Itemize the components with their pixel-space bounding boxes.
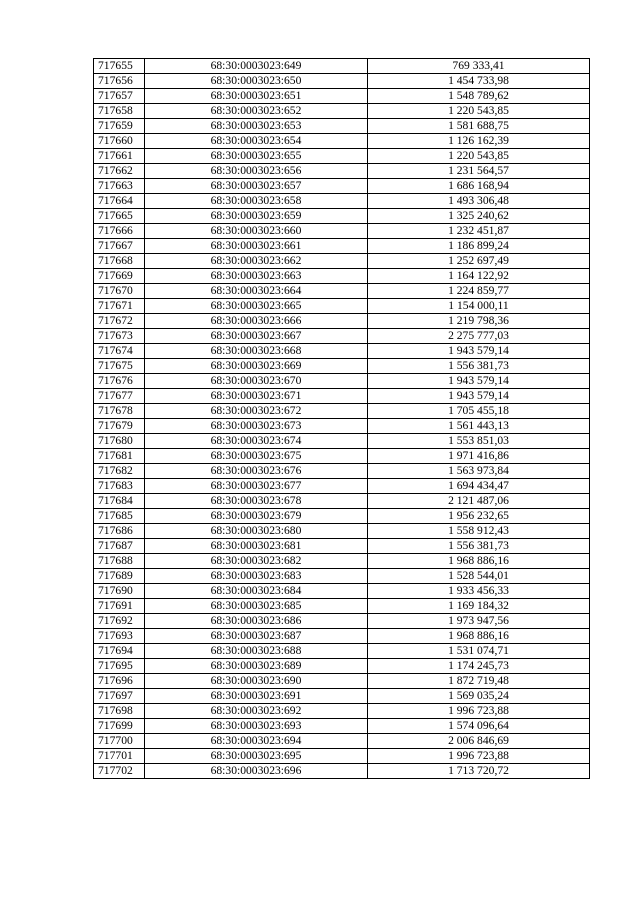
value-cell: 1 943 579,14 bbox=[368, 374, 590, 389]
row-id-cell: 717686 bbox=[94, 524, 145, 539]
cadastral-number-cell: 68:30:0003023:677 bbox=[145, 479, 368, 494]
table-row bbox=[94, 269, 590, 284]
value-cell: 1 219 798,36 bbox=[368, 314, 590, 329]
cadastral-number-cell: 68:30:0003023:668 bbox=[145, 344, 368, 359]
row-id-cell: 717679 bbox=[94, 419, 145, 434]
table-row bbox=[94, 719, 590, 734]
value-cell: 1 569 035,24 bbox=[368, 689, 590, 704]
cadastral-number-cell: 68:30:0003023:659 bbox=[145, 209, 368, 224]
cadastral-number-cell: 68:30:0003023:675 bbox=[145, 449, 368, 464]
table-row bbox=[94, 284, 590, 299]
row-id-cell: 717669 bbox=[94, 269, 145, 284]
value-cell: 1 558 912,43 bbox=[368, 524, 590, 539]
value-cell: 1 956 232,65 bbox=[368, 509, 590, 524]
cadastral-number-cell: 68:30:0003023:695 bbox=[145, 749, 368, 764]
row-id-cell: 717697 bbox=[94, 689, 145, 704]
value-cell: 1 232 451,87 bbox=[368, 224, 590, 239]
cadastral-number-cell: 68:30:0003023:693 bbox=[145, 719, 368, 734]
row-id-cell: 717701 bbox=[94, 749, 145, 764]
row-id-cell: 717682 bbox=[94, 464, 145, 479]
cadastral-number-cell: 68:30:0003023:694 bbox=[145, 734, 368, 749]
value-cell: 1 705 455,18 bbox=[368, 404, 590, 419]
table-row bbox=[94, 524, 590, 539]
row-id-cell: 717693 bbox=[94, 629, 145, 644]
value-cell: 1 943 579,14 bbox=[368, 389, 590, 404]
cadastral-value-table bbox=[93, 58, 590, 779]
table-row bbox=[94, 149, 590, 164]
table-row bbox=[94, 689, 590, 704]
value-cell: 1 996 723,88 bbox=[368, 749, 590, 764]
cadastral-number-cell: 68:30:0003023:671 bbox=[145, 389, 368, 404]
cadastral-number-cell: 68:30:0003023:661 bbox=[145, 239, 368, 254]
cadastral-number-cell: 68:30:0003023:662 bbox=[145, 254, 368, 269]
value-cell: 1 553 851,03 bbox=[368, 434, 590, 449]
table-row bbox=[94, 584, 590, 599]
row-id-cell: 717671 bbox=[94, 299, 145, 314]
cadastral-number-cell: 68:30:0003023:691 bbox=[145, 689, 368, 704]
row-id-cell: 717673 bbox=[94, 329, 145, 344]
table-row bbox=[94, 179, 590, 194]
cadastral-number-cell: 68:30:0003023:683 bbox=[145, 569, 368, 584]
table-row bbox=[94, 674, 590, 689]
value-cell: 1 713 720,72 bbox=[368, 764, 590, 779]
cadastral-number-cell: 68:30:0003023:690 bbox=[145, 674, 368, 689]
row-id-cell: 717662 bbox=[94, 164, 145, 179]
table-row bbox=[94, 599, 590, 614]
row-id-cell: 717660 bbox=[94, 134, 145, 149]
cadastral-number-cell: 68:30:0003023:680 bbox=[145, 524, 368, 539]
cadastral-number-cell: 68:30:0003023:685 bbox=[145, 599, 368, 614]
table-row bbox=[94, 59, 590, 74]
value-cell: 1 943 579,14 bbox=[368, 344, 590, 359]
cadastral-number-cell: 68:30:0003023:670 bbox=[145, 374, 368, 389]
cadastral-number-cell: 68:30:0003023:656 bbox=[145, 164, 368, 179]
value-cell: 1 493 306,48 bbox=[368, 194, 590, 209]
table-row bbox=[94, 734, 590, 749]
table-row bbox=[94, 104, 590, 119]
row-id-cell: 717666 bbox=[94, 224, 145, 239]
cadastral-number-cell: 68:30:0003023:673 bbox=[145, 419, 368, 434]
row-id-cell: 717683 bbox=[94, 479, 145, 494]
cadastral-number-cell: 68:30:0003023:678 bbox=[145, 494, 368, 509]
value-cell: 1 186 899,24 bbox=[368, 239, 590, 254]
table-row bbox=[94, 74, 590, 89]
row-id-cell: 717657 bbox=[94, 89, 145, 104]
table-row bbox=[94, 704, 590, 719]
value-cell: 1 686 168,94 bbox=[368, 179, 590, 194]
cadastral-number-cell: 68:30:0003023:674 bbox=[145, 434, 368, 449]
row-id-cell: 717667 bbox=[94, 239, 145, 254]
value-cell: 1 548 789,62 bbox=[368, 89, 590, 104]
cadastral-number-cell: 68:30:0003023:681 bbox=[145, 539, 368, 554]
cadastral-number-cell: 68:30:0003023:663 bbox=[145, 269, 368, 284]
row-id-cell: 717700 bbox=[94, 734, 145, 749]
row-id-cell: 717672 bbox=[94, 314, 145, 329]
value-cell: 2 121 487,06 bbox=[368, 494, 590, 509]
table-row bbox=[94, 479, 590, 494]
row-id-cell: 717696 bbox=[94, 674, 145, 689]
cadastral-number-cell: 68:30:0003023:657 bbox=[145, 179, 368, 194]
table-row bbox=[94, 614, 590, 629]
row-id-cell: 717678 bbox=[94, 404, 145, 419]
row-id-cell: 717670 bbox=[94, 284, 145, 299]
table-row bbox=[94, 764, 590, 779]
cadastral-number-cell: 68:30:0003023:684 bbox=[145, 584, 368, 599]
row-id-cell: 717665 bbox=[94, 209, 145, 224]
table-row bbox=[94, 419, 590, 434]
row-id-cell: 717661 bbox=[94, 149, 145, 164]
value-cell: 1 169 184,32 bbox=[368, 599, 590, 614]
row-id-cell: 717702 bbox=[94, 764, 145, 779]
value-cell: 1 561 443,13 bbox=[368, 419, 590, 434]
table-row bbox=[94, 554, 590, 569]
value-cell: 1 581 688,75 bbox=[368, 119, 590, 134]
table-body bbox=[94, 59, 590, 779]
cadastral-number-cell: 68:30:0003023:655 bbox=[145, 149, 368, 164]
table-row bbox=[94, 464, 590, 479]
row-id-cell: 717694 bbox=[94, 644, 145, 659]
value-cell: 1 973 947,56 bbox=[368, 614, 590, 629]
cadastral-number-cell: 68:30:0003023:665 bbox=[145, 299, 368, 314]
table-row bbox=[94, 224, 590, 239]
row-id-cell: 717698 bbox=[94, 704, 145, 719]
cadastral-number-cell: 68:30:0003023:650 bbox=[145, 74, 368, 89]
value-cell: 1 996 723,88 bbox=[368, 704, 590, 719]
cadastral-number-cell: 68:30:0003023:682 bbox=[145, 554, 368, 569]
row-id-cell: 717691 bbox=[94, 599, 145, 614]
table-row bbox=[94, 494, 590, 509]
row-id-cell: 717685 bbox=[94, 509, 145, 524]
cadastral-number-cell: 68:30:0003023:651 bbox=[145, 89, 368, 104]
row-id-cell: 717692 bbox=[94, 614, 145, 629]
row-id-cell: 717663 bbox=[94, 179, 145, 194]
value-cell: 2 006 846,69 bbox=[368, 734, 590, 749]
cadastral-number-cell: 68:30:0003023:649 bbox=[145, 59, 368, 74]
value-cell: 1 220 543,85 bbox=[368, 104, 590, 119]
cadastral-number-cell: 68:30:0003023:669 bbox=[145, 359, 368, 374]
table-row bbox=[94, 629, 590, 644]
table-row bbox=[94, 164, 590, 179]
row-id-cell: 717689 bbox=[94, 569, 145, 584]
table-row bbox=[94, 254, 590, 269]
value-cell: 1 231 564,57 bbox=[368, 164, 590, 179]
row-id-cell: 717658 bbox=[94, 104, 145, 119]
row-id-cell: 717695 bbox=[94, 659, 145, 674]
cadastral-number-cell: 68:30:0003023:692 bbox=[145, 704, 368, 719]
row-id-cell: 717687 bbox=[94, 539, 145, 554]
value-cell: 1 220 543,85 bbox=[368, 149, 590, 164]
cadastral-number-cell: 68:30:0003023:688 bbox=[145, 644, 368, 659]
value-cell: 1 528 544,01 bbox=[368, 569, 590, 584]
cadastral-number-cell: 68:30:0003023:686 bbox=[145, 614, 368, 629]
cadastral-number-cell: 68:30:0003023:653 bbox=[145, 119, 368, 134]
cadastral-number-cell: 68:30:0003023:679 bbox=[145, 509, 368, 524]
value-cell: 1 574 096,64 bbox=[368, 719, 590, 734]
table-row bbox=[94, 659, 590, 674]
value-cell: 1 968 886,16 bbox=[368, 629, 590, 644]
value-cell: 1 556 381,73 bbox=[368, 359, 590, 374]
value-cell: 769 333,41 bbox=[368, 59, 590, 74]
cadastral-number-cell: 68:30:0003023:696 bbox=[145, 764, 368, 779]
row-id-cell: 717655 bbox=[94, 59, 145, 74]
table-row bbox=[94, 404, 590, 419]
table-row bbox=[94, 344, 590, 359]
cadastral-number-cell: 68:30:0003023:654 bbox=[145, 134, 368, 149]
value-cell: 1 968 886,16 bbox=[368, 554, 590, 569]
value-cell: 1 694 434,47 bbox=[368, 479, 590, 494]
row-id-cell: 717656 bbox=[94, 74, 145, 89]
value-cell: 1 164 122,92 bbox=[368, 269, 590, 284]
value-cell: 1 933 456,33 bbox=[368, 584, 590, 599]
table-row bbox=[94, 314, 590, 329]
table-row bbox=[94, 449, 590, 464]
row-id-cell: 717659 bbox=[94, 119, 145, 134]
value-cell: 1 154 000,11 bbox=[368, 299, 590, 314]
cadastral-number-cell: 68:30:0003023:652 bbox=[145, 104, 368, 119]
row-id-cell: 717674 bbox=[94, 344, 145, 359]
table-row bbox=[94, 239, 590, 254]
value-cell: 1 126 162,39 bbox=[368, 134, 590, 149]
value-cell: 1 224 859,77 bbox=[368, 284, 590, 299]
row-id-cell: 717699 bbox=[94, 719, 145, 734]
row-id-cell: 717664 bbox=[94, 194, 145, 209]
row-id-cell: 717675 bbox=[94, 359, 145, 374]
row-id-cell: 717681 bbox=[94, 449, 145, 464]
table-row bbox=[94, 119, 590, 134]
table-row bbox=[94, 509, 590, 524]
table-row bbox=[94, 209, 590, 224]
row-id-cell: 717680 bbox=[94, 434, 145, 449]
table-row bbox=[94, 299, 590, 314]
row-id-cell: 717668 bbox=[94, 254, 145, 269]
table-row bbox=[94, 359, 590, 374]
value-cell: 1 971 416,86 bbox=[368, 449, 590, 464]
row-id-cell: 717677 bbox=[94, 389, 145, 404]
cadastral-number-cell: 68:30:0003023:660 bbox=[145, 224, 368, 239]
cadastral-number-cell: 68:30:0003023:666 bbox=[145, 314, 368, 329]
table-row bbox=[94, 389, 590, 404]
row-id-cell: 717688 bbox=[94, 554, 145, 569]
cadastral-number-cell: 68:30:0003023:658 bbox=[145, 194, 368, 209]
value-cell: 1 872 719,48 bbox=[368, 674, 590, 689]
row-id-cell: 717676 bbox=[94, 374, 145, 389]
value-cell: 1 454 733,98 bbox=[368, 74, 590, 89]
table-row bbox=[94, 569, 590, 584]
table-row bbox=[94, 434, 590, 449]
value-cell: 1 531 074,71 bbox=[368, 644, 590, 659]
value-cell: 1 252 697,49 bbox=[368, 254, 590, 269]
table-row bbox=[94, 539, 590, 554]
table-row bbox=[94, 329, 590, 344]
cadastral-number-cell: 68:30:0003023:689 bbox=[145, 659, 368, 674]
value-cell: 1 325 240,62 bbox=[368, 209, 590, 224]
cadastral-number-cell: 68:30:0003023:672 bbox=[145, 404, 368, 419]
value-cell: 1 563 973,84 bbox=[368, 464, 590, 479]
table-row bbox=[94, 194, 590, 209]
value-cell: 1 556 381,73 bbox=[368, 539, 590, 554]
row-id-cell: 717690 bbox=[94, 584, 145, 599]
table-row bbox=[94, 89, 590, 104]
cadastral-number-cell: 68:30:0003023:687 bbox=[145, 629, 368, 644]
row-id-cell: 717684 bbox=[94, 494, 145, 509]
value-cell: 2 275 777,03 bbox=[368, 329, 590, 344]
cadastral-number-cell: 68:30:0003023:676 bbox=[145, 464, 368, 479]
table-row bbox=[94, 644, 590, 659]
value-cell: 1 174 245,73 bbox=[368, 659, 590, 674]
cadastral-number-cell: 68:30:0003023:667 bbox=[145, 329, 368, 344]
table-row bbox=[94, 749, 590, 764]
cadastral-number-cell: 68:30:0003023:664 bbox=[145, 284, 368, 299]
table-row bbox=[94, 134, 590, 149]
table-row bbox=[94, 374, 590, 389]
